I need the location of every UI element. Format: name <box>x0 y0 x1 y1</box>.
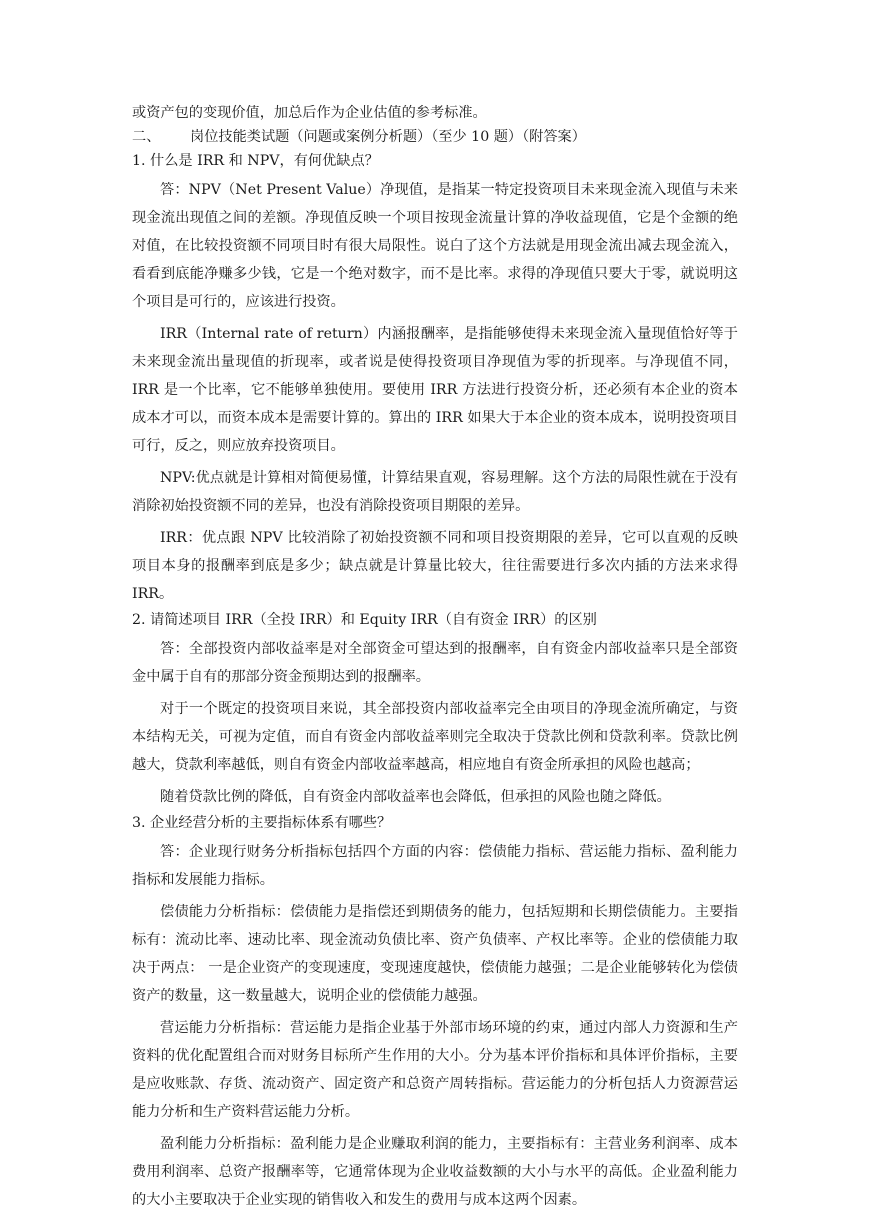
answer-paragraph: 随着贷款比例的降低，自有资金内部收益率也会降低，但承担的风险也随之降低。 <box>160 789 671 805</box>
question-3: 3. 企业经营分析的主要指标体系有哪些？ <box>132 815 392 831</box>
question-1: 1. 什么是 IRR 和 NPV，有何优缺点？ <box>132 153 379 169</box>
answer-paragraph: 答：NPV（Net Present Value）净现值，是指某一特定投资项目未来现金流入现值与未来现金流出现值之间的差额。净现值反映一个项目按现金流量计算的净收益现值，它是个金额的绝对值，在比较投资额不同项目时有很大局限性。说白了这个方法就是用现金流出减去现金流入，看看到底能净赚多少钱，它是一个绝对数字，而不是比率。求得的净现值只要大于零，就说明这个项目是可行的，应该进行投资。 <box>132 182 738 310</box>
intro-line: 或资产包的变现价值，加总后作为企业估值的参考标准。 <box>132 105 487 121</box>
answer-paragraph: 对于一个既定的投资项目来说，其全部投资内部收益率完全由项目的净现金流所确定，与资本结构无关，可视为定值，而自有资金内部收益率则完全取决于贷款比例和贷款利率。贷款比例越大，贷款利率越低，则自有资金内部收益率越高，相应地自有资金所承担的风险也越高； <box>132 701 738 773</box>
section-number: 二、 <box>132 129 161 145</box>
answer-paragraph: 答：企业现行财务分析指标包括四个方面的内容：偿债能力指标、营运能力指标、盈利能力指标和发展能力指标。 <box>132 844 738 888</box>
section-title: 岗位技能类试题（问题或案例分析题）（至少 10 题）（附答案） <box>190 129 586 145</box>
answer-paragraph: IRR（Internal rate of return）内涵报酬率，是指能够使得未来现金流入量现值恰好等于未来现金流出量现值的折现率，或者说是使得投资项目净现值为零的折现率。与净现值不同，IRR 是一个比率，它不能够单独使用。要使用 IRR 方法进行投资分析，还必须有本企业的资本成本才可以，而资本成本是需要计算的。算出的 IRR 如果大于本企业的资本成本，说明投资项目可行，反之，则应放弃投资项目。 <box>132 326 738 454</box>
answer-paragraph: IRR：优点跟 NPV 比较消除了初始投资额不同和项目投资期限的差异，它可以直观的反映项目本身的报酬率到底是多少；缺点就是计算量比较大，往往需要进行多次内插的方法来求得 IRR。 <box>132 530 738 602</box>
answer-paragraph: 营运能力分析指标：营运能力是指企业基于外部市场环境的约束，通过内部人力资源和生产资料的优化配置组合而对财务目标所产生作用的大小。分为基本评价指标和具体评价指标，主要是应收账款、存货、流动资产、固定资产和总资产周转指标。营运能力的分析包括人力资源营运能力分析和生产资料营运能力分析。 <box>132 1020 738 1120</box>
answer-paragraph: 盈利能力分析指标：盈利能力是企业赚取利润的能力，主要指标有：主营业务利润率、成本费用利润率、总资产报酬率等，它通常体现为企业收益数额的大小与水平的高低。企业盈利能力的大小主要取决于企业实现的销售收入和发生的费用与成本这两个因素。 <box>132 1136 738 1208</box>
section-heading <box>132 125 738 149</box>
answer-paragraph: 答：全部投资内部收益率是对全部资金可望达到的报酬率，自有资金内部收益率只是全部资金中属于自有的那部分资金预期达到的报酬率。 <box>132 641 738 685</box>
question-2: 2. 请简述项目 IRR（全投 IRR）和 Equity IRR（自有资金 IRR）的区别 <box>132 612 597 628</box>
answer-paragraph: 偿债能力分析指标：偿债能力是指偿还到期债务的能力，包括短期和长期偿债能力。主要指标有：流动比率、速动比率、现金流动负债比率、资产负债率、产权比率等。企业的偿债能力取决于两点： 一是企业资产的变现速度，变现速度越快，偿债能力越强；二是企业能够转化为偿债资产的数量，这一数量越大，说明企业的偿债能力越强。 <box>132 904 738 1004</box>
document-page <box>132 101 738 1218</box>
answer-paragraph: NPV:优点就是计算相对简便易懂，计算结果直观，容易理解。这个方法的局限性就在于没有消除初始投资额不同的差异，也没有消除投资项目期限的差异。 <box>132 470 738 514</box>
